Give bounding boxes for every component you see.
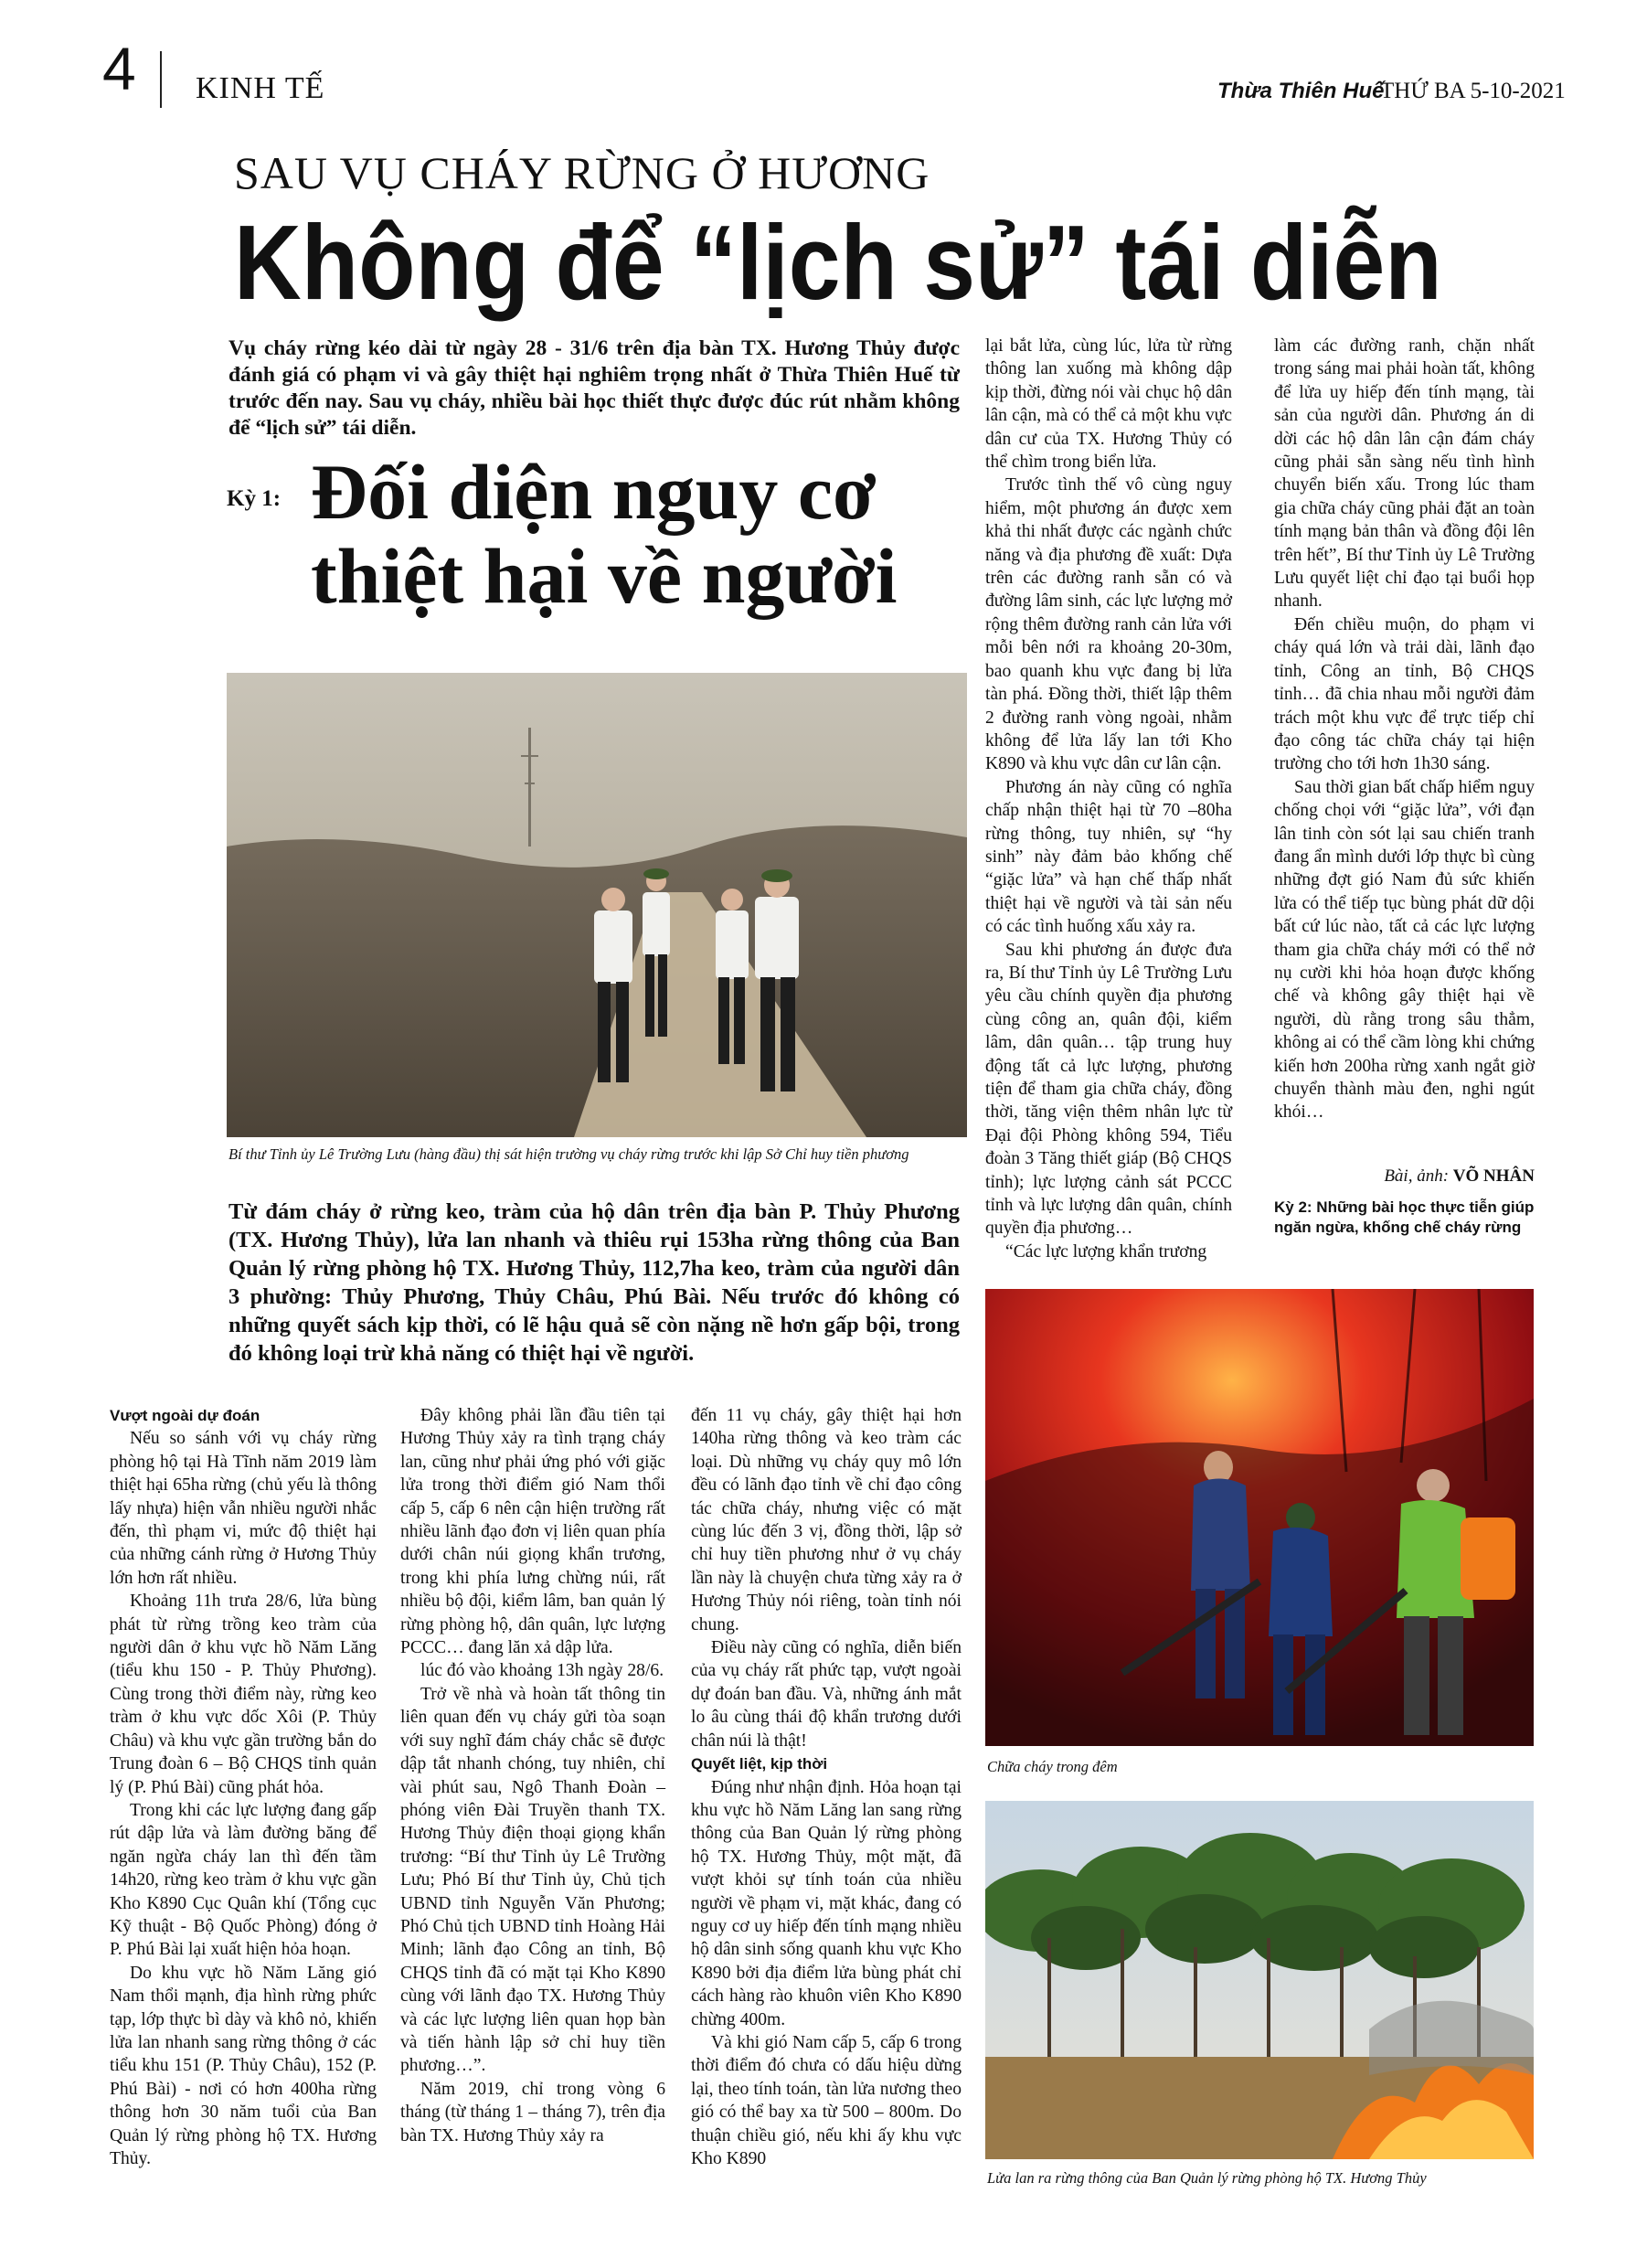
byline-author: VÕ NHÂN: [1452, 1166, 1535, 1186]
forest-photo-caption: Lửa lan ra rừng thông của Ban Quản lý rừng phòng hộ TX. Hương Thủy: [987, 2169, 1427, 2187]
article-lead: Vụ cháy rừng kéo dài từ ngày 28 - 31/6 trên địa bàn TX. Hương Thủy được đánh giá có phạm vi và gây thiệt hại nghiêm trọng nhất ở Thừa Thiên Huế từ trước đến nay. Sau vụ cháy, nhiều bài học thiết thực được đúc rút nhằm không để “lịch sử” tái diễn.: [228, 336, 960, 440]
text-column-bottom-2: [400, 1404, 665, 2147]
paragraph: Đây không phải lần đầu tiên tại Hương Thủy xảy ra tình trạng cháy lan, cũng như phải ứng phó với giặc lửa trong thời điểm gió Nam thổi cấp 5, cấp 6 nên cận hiện trường rất nhiều lãnh đạo đơn vị liên quan phía dưới chân núi giọng khẩn trương, trong khi phía lưng chừng núi, rất nhiều bộ đội, kiểm lâm, ban quản lý rừng phòng hộ, dân quân, lực lượng PCCC… đang lăn xả dập lửa.: [400, 1406, 665, 1658]
article-subhead: Đối diện nguy cơ thiệt hại về người: [311, 448, 898, 620]
paragraph: đến 11 vụ cháy, gây thiệt hại hơn 140ha rừng thông và keo tràm các loại. Dù những vụ cháy quy mô lớn đều có lãnh đạo tỉnh về chỉ đạo công tác chữa cháy, nhưng việc có mặt cùng lúc đến 3 vị, đồng thời, lập sở chỉ huy tiền phương như ở vụ cháy lần này là chuyện chưa từng xảy ra ở Hương Thủy nói riêng, toàn tỉnh nói chung.: [691, 1406, 962, 1634]
main-photo-caption: Bí thư Tỉnh ủy Lê Trường Lưu (hàng đầu) thị sát hiện trường vụ cháy rừng trước khi lập Sở Chỉ huy tiền phương: [228, 1145, 909, 1163]
paragraph: Do khu vực hồ Năm Lăng gió Nam thổi mạnh, địa hình rừng phức tạp, lớp thực bì dày và khô nỏ, khiến lửa lan nhanh sang rừng thông ở các tiểu khu 151 (P. Thủy Châu), 152 (P. Phú Bài) - nơi có hơn 400ha rừng thông hơn 30 năm tuổi của Ban Quản lý rừng phòng hộ TX. Hương Thủy.: [110, 1963, 377, 2168]
page-number: 4: [102, 35, 136, 102]
article-summary: Từ đám cháy ở rừng keo, tràm của hộ dân trên địa bàn P. Thủy Phương (TX. Hương Thủy), lửa lan nhanh và thiêu rụi 153ha rừng thông của Ban Quản lý rừng phòng hộ TX. Hương Thủy, 112,7ha keo, tràm của người dân 3 phường: Thủy Phương, Thủy Châu, Phú Bài. Nếu trước đó không có những quyết sách kịp thời, có lẽ hậu quả sẽ còn nặng nề hơn gấp bội, trong đó không loại trừ khả năng có thiệt hại về người.: [228, 1199, 960, 1366]
text-column-bottom-3: [691, 1404, 962, 2170]
article-kicker: SAU VỤ CHÁY RỪNG Ở HƯƠNG: [234, 147, 930, 198]
article-headline: Không để “lịch sử” tái diễn: [234, 203, 1442, 322]
paragraph: Nếu so sánh với vụ cháy rừng phòng hộ tại Hà Tĩnh năm 2019 làm thiệt hại 65ha rừng (chủ yếu là thông lấy nhựa) hiện vẫn nhiều người nhắc đến, thì phạm vi, mức độ thiệt hại của những cánh rừng ở Hương Thủy lớn hơn rất nhiều.: [110, 1429, 377, 1588]
paragraph: lúc đó vào khoảng 13h ngày 28/6.: [420, 1661, 664, 1681]
forest-fire-photo: [985, 1801, 1534, 2159]
text-column-top-1: [985, 335, 1232, 1263]
paragraph: Đúng như nhận định. Hỏa hoạn tại khu vực hồ Năm Lăng lan sang rừng thông của Ban Quản lý rừng phòng hộ TX. Hương Thủy, một mặt, đã vượt khỏi sự tính toán của nhiều người về phạm vi, mặt khác, đang có nguy cơ uy hiếp đến tính mạng nhiều hộ dân sinh sống quanh khu vực Kho K890 bởi địa điểm lửa bùng phát chỉ cách hàng rào khuôn viên Kho K890 chừng 400m.: [691, 1777, 962, 2029]
night-photo-caption: Chữa cháy trong đêm: [987, 1758, 1118, 1775]
paragraph: Sau khi phương án được đưa ra, Bí thư Tỉnh ủy Lê Trường Lưu yêu cầu chính quyền địa phương cùng công an, quân đội, kiểm lâm, dân quân… tập trung huy động tất cả lực lượng, phương tiện để tham gia chữa cháy, đồng thời, tăng viện thêm nhân lực từ Đại đội Phòng không 594, Tiểu đoàn 3 Tăng thiết giáp (Bộ CHQS tỉnh); lực lượng cảnh sát PCCC tỉnh và lực lượng dân quân, chính quyền địa phương…: [985, 940, 1232, 1239]
section-heading: Vượt ngoài dự đoán: [110, 1407, 260, 1424]
main-photo: [227, 673, 967, 1137]
night-firefighting-photo: [985, 1289, 1534, 1746]
paragraph: Khoảng 11h trưa 28/6, lửa bùng phát từ rừng trồng keo tràm của người dân ở khu vực hồ Năm Lăng (tiểu khu 150 - P. Thủy Phương). Cùng trong thời điểm này, rừng keo tràm ở khu vực dốc Xôi (P. Thủy Châu) và khu vực gần trường bắn do Trung đoàn 6 – Bộ CHQS tỉnh quản lý (P. Phú Bài) cũng phát hỏa.: [110, 1592, 377, 1797]
paragraph: Năm 2019, chỉ trong vòng 6 tháng (từ tháng 1 – tháng 7), trên địa bàn TX. Hương Thủy xảy ra: [400, 2079, 665, 2146]
paragraph: Phương án này cũng có nghĩa chấp nhận thiệt hại từ 70 –80ha rừng thông, tuy nhiên, sự “hy sinh” này đảm bảo khống chế “giặc lửa” và hạn chế thấp nhất thiệt hại về người và tài sản nếu có các tình huống xấu xảy ra.: [985, 777, 1232, 937]
paragraph: lại bắt lửa, cùng lúc, lửa từ rừng thông lan xuống mà không dập kịp thời, đừng nói vài chục hộ dân lân cận, mà có thể cả một khu vực dân cư của TX. Hương Thủy có thể chìm trong biển lửa.: [985, 336, 1232, 473]
section-name: KINH TẾ: [196, 71, 325, 105]
paragraph: Điều này cũng có nghĩa, diễn biến của vụ cháy rất phức tạp, vượt ngoài dự đoán ban đầu. Và, những ánh mắt lo âu cùng thái độ khẩn trương dưới chân núi là thật!: [691, 1638, 962, 1751]
header-divider: [160, 51, 162, 108]
part-label: Kỳ 1:: [227, 486, 282, 511]
paragraph: Trở về nhà và hoàn tất thông tin liên quan đến vụ cháy gửi tòa soạn với suy nghĩ đám cháy chắc sẽ được dập tắt nhanh chóng, tuy nhiên, chỉ vài phút sau, Ngô Thanh Đoàn – phóng viên Đài Truyền thanh TX. Hương Thủy điện thoại giọng khẩn trương: “Bí thư Tỉnh ủy Lê Trường Lưu; Phó Bí thư Tỉnh ủy, Chủ tịch UBND tỉnh Nguyễn Văn Phương; Phó Chủ tịch UBND tỉnh Hoàng Hải Minh; lãnh đạo Công an tỉnh, Bộ CHQS tỉnh đã có mặt tại Kho K890 cùng với lãnh đạo TX. Hương Thủy và các lực lượng liên quan họp bàn và tiến hành lập sở chỉ huy tiền phương…”.: [400, 1684, 665, 2076]
paragraph: Sau thời gian bất chấp hiểm nguy chống chọi với “giặc lửa”, với đạn lân tinh còn sót lại sau chiến tranh đang ẩn mình dưới lớp thực bì cùng những đợt gió Nam đủ sức khiến lửa có thể tiếp tục bùng phát dữ dội bất cứ lúc nào, tất cả các lực lượng tham gia chữa cháy mới có thể nở nụ cười khi hỏa hoạn được khống chế và không gây thiệt hại về người, dù rằng trong sâu thẳm, không ai có thể cầm lòng khi chứng kiến hơn 200ha rừng xanh ngắt giờ chuyển thành màu đen, nghi ngút khói…: [1274, 777, 1535, 1123]
next-part-teaser: Kỳ 2: Những bài học thực tiễn giúp ngăn ngừa, khống chế cháy rừng: [1274, 1198, 1535, 1236]
paragraph: làm các đường ranh, chặn nhất trong sáng mai phải hoàn tất, không để lửa uy hiếp đến tính mạng, tài sản của người dân. Phương án di dời các hộ dân lân cận đám cháy cũng phải sẵn sàng nếu tình hình chuyển biến xấu. Trong lúc tham gia chữa cháy cũng phải đặt an toàn tính mạng bản thân và đồng đội lên trên hết”, Bí thư Tỉnh ủy Lê Trường Lưu quyết liệt chỉ đạo tại buổi họp nhanh.: [1274, 336, 1535, 612]
paragraph: Đến chiều muộn, do phạm vi cháy quá lớn và trải dài, lãnh đạo tỉnh, Công an tỉnh, Bộ CHQS tỉnh… đã chia nhau mỗi người đảm trách một khu vực để trực tiếp chỉ đạo công tác chữa cháy tại hiện trường cho tới hơn 1h30 sáng.: [1274, 614, 1535, 774]
paragraph: Và khi gió Nam cấp 5, cấp 6 trong thời điểm đó chưa có dấu hiệu dừng lại, theo tính toán, tàn lửa nương theo gió có thể bay xa từ 500 – 800m. Do thuận chiều gió, nếu khi ấy khu vực Kho K890: [691, 2032, 962, 2168]
paragraph: Trong khi các lực lượng đang gấp rút dập lửa và làm đường băng để ngăn ngừa cháy lan thì đến tầm 14h20, rừng keo tràm ở khu vực gần Kho K890 Cục Quân khí (Tổng cục Kỹ thuật - Bộ Quốc Phòng) đóng ở P. Phú Bài lại xuất hiện hỏa hoạn.: [110, 1800, 377, 1960]
byline-prefix: Bài, ảnh:: [1384, 1166, 1450, 1186]
byline: [1274, 1166, 1535, 1187]
paragraph: Trước tình thế vô cùng nguy hiểm, một phương án được xem khả thi nhất được các ngành chức năng và địa phương đề xuất: Dựa trên các đường ranh sẵn có và đường lâm sinh, các lực lượng mở rộng thêm đường ranh cản lửa với mỗi bên nới ra khoảng 20-30m, bao quanh khu vực đang bị lửa tàn phá. Đồng thời, thiết lập thêm 2 đường ranh vòng ngoài, nhằm không để lửa lấy lan tới Kho K890 và khu vực dân cư lân cận.: [985, 475, 1232, 774]
section-heading: Quyết liệt, kịp thời: [691, 1755, 828, 1773]
text-column-bottom-1: [110, 1404, 377, 2170]
text-column-top-2: [1274, 335, 1535, 1124]
newspaper-name: Thừa Thiên Huế: [1217, 79, 1385, 103]
paragraph: “Các lực lượng khẩn trương: [1005, 1241, 1207, 1262]
issue-date: THỨ BA 5-10-2021: [1380, 79, 1566, 103]
